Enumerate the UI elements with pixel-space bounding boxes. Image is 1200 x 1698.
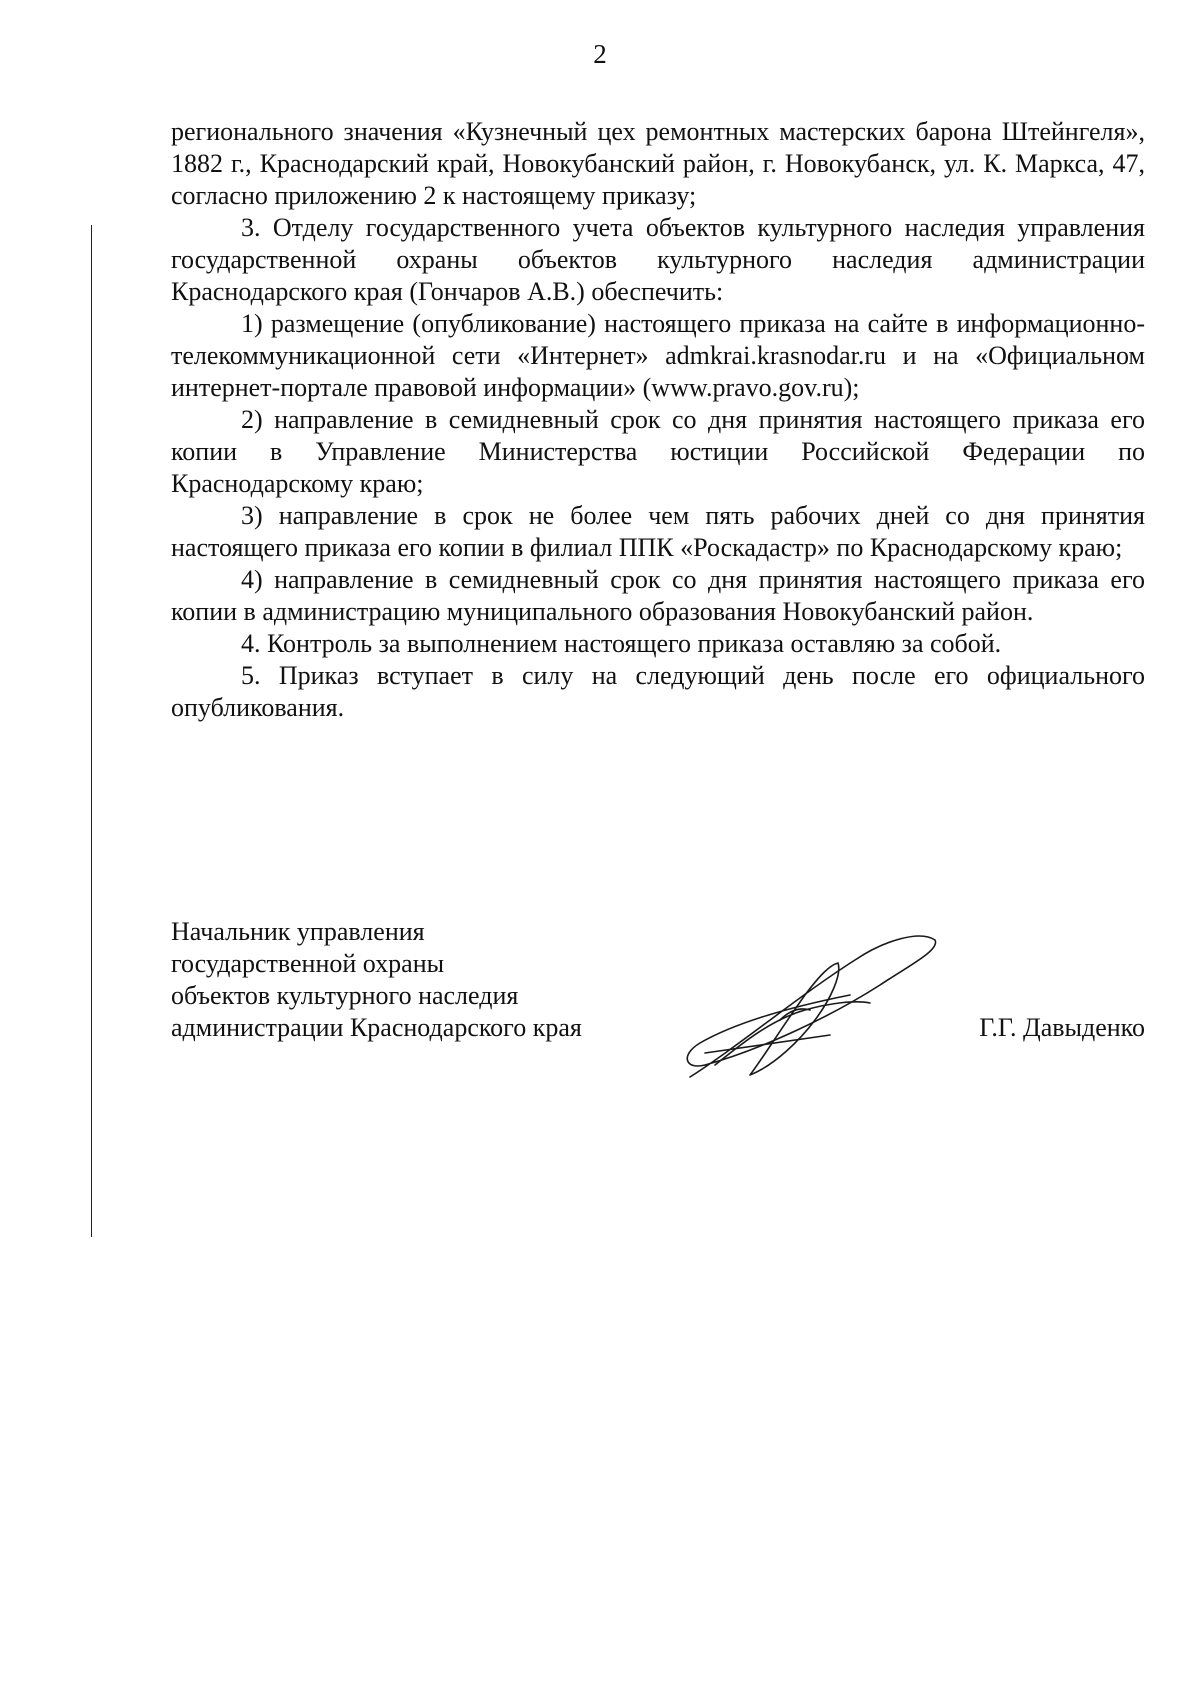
- paragraph-continuation: регионального значения «Кузнечный цех ремонтных мастерских барона Штейнгеля», 1882 г., Краснодарский край, Новокубанский район, г. Новокубанск, ул. К. Маркса, 47, согласно приложению 2 к настоящему приказу;: [171, 117, 1145, 210]
- signatory-name: Г.Г. Давыденко: [979, 1013, 1145, 1042]
- paragraph-item-3: 3. Отделу государственного учета объектов культурного наследия управления государственной охраны объектов культурного наследия администрации Краснодарского края (Гончаров А.В.) обеспечить:: [171, 213, 1145, 306]
- signatory-position: Начальник управления государственной охраны объектов культурного наследия администрации Краснодарского края: [171, 917, 582, 1042]
- paragraph-item-4: 4. Контроль за выполнением настоящего приказа оставляю за собой.: [241, 629, 1002, 658]
- paragraph-subitem-1: 1) размещение (опубликование) настоящего приказа на сайте в информационно-телекоммуникационной сети «Интернет» admkrai.krasnodar.ru и на «Официальном интернет-портале правовой информации» (www.pravo.gov.ru);: [171, 309, 1145, 402]
- margin-line: [91, 225, 92, 1237]
- paragraph-item-5: 5. Приказ вступает в силу на следующий день после его официального опубликования.: [171, 661, 1145, 722]
- page-number: 2: [593, 39, 607, 69]
- paragraph-subitem-2: 2) направление в семидневный срок со дня принятия настоящего приказа его копии в Управление Министерства юстиции Российской Федерации по Краснодарскому краю;: [171, 405, 1145, 498]
- handwritten-signature: [680, 925, 950, 1095]
- document-body: [171, 116, 1145, 724]
- paragraph-subitem-3: 3) направление в срок не более чем пять рабочих дней со дня принятия настоящего приказа его копии в филиал ППК «Роскадастр» по Краснодарскому краю;: [171, 501, 1145, 562]
- paragraph-subitem-4: 4) направление в семидневный срок со дня принятия настоящего приказа его копии в администрацию муниципального образования Новокубанский район.: [171, 565, 1145, 626]
